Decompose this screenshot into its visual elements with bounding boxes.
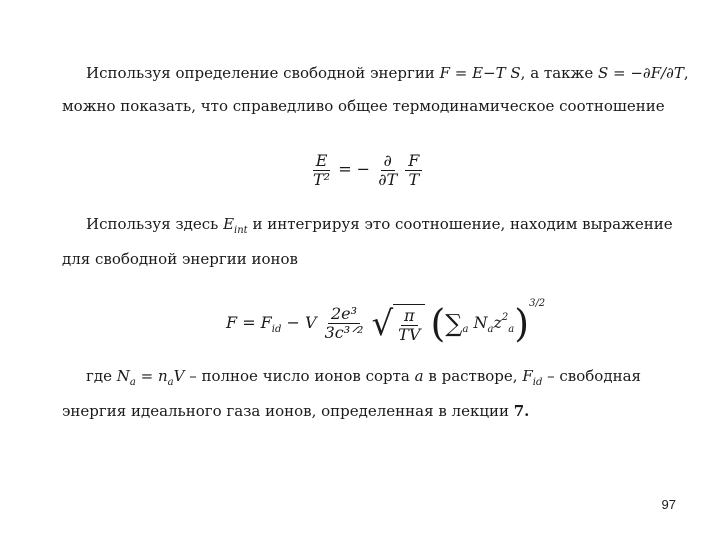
subscript: a <box>167 377 174 388</box>
power-exponent: 3/2 <box>529 298 546 309</box>
superscript: 2 <box>501 312 509 323</box>
symbol: a <box>414 367 424 385</box>
paragraph-1-line-1 <box>86 63 689 83</box>
sum-sign: ∑ <box>445 309 463 338</box>
text-span: – свободная <box>542 367 641 385</box>
text-span: и интегрируя это соотношение, находим выражение <box>247 215 673 233</box>
eq1-derivative <box>375 152 400 188</box>
subscript: a <box>487 324 494 335</box>
frac-num: ∂ <box>381 152 395 171</box>
right-paren: ) <box>514 301 530 346</box>
sum-index: a <box>462 324 469 335</box>
paragraph-2-line-1 <box>86 214 673 241</box>
frac-den: T² <box>313 169 331 189</box>
symbol: E <box>223 215 235 233</box>
formula-free-energy: F = E−T S <box>439 64 521 82</box>
radicand <box>393 304 425 343</box>
subscript: a <box>508 324 515 335</box>
frac-num: E <box>313 152 331 171</box>
text-span: Используя здесь <box>86 215 224 233</box>
paragraph-2-line-2 <box>62 249 298 269</box>
symbol: N <box>116 367 130 385</box>
sqrt-fraction <box>395 307 423 343</box>
text-span: , а также <box>520 64 598 82</box>
symbol: V <box>173 367 185 385</box>
eq2-lhs: F = F <box>226 313 272 332</box>
eq2-charge-fraction <box>322 305 367 341</box>
paragraph-1-line-2 <box>62 96 665 116</box>
paragraph-3-line-1 <box>86 366 641 393</box>
text-span: для свободной энергии ионов <box>62 250 298 268</box>
text-span: где <box>86 367 117 385</box>
eq2-square-root <box>371 304 425 343</box>
equation-2 <box>226 298 546 346</box>
frac-den: TV <box>398 324 421 344</box>
text-span: – полное число ионов сорта <box>184 367 415 385</box>
subscript: id <box>532 377 543 388</box>
lecture-reference: 7. <box>513 402 530 420</box>
page-number: 97 <box>661 497 676 512</box>
text-span: Используя определение свободной энергии <box>86 64 440 82</box>
frac-den: T <box>408 169 420 189</box>
sum-term: N <box>473 313 488 332</box>
eq1-lhs-fraction <box>310 152 333 188</box>
radical-sign: √ <box>371 303 394 344</box>
subscript: id <box>271 324 282 335</box>
paragraph-3-line-2 <box>62 401 529 421</box>
equation-1 <box>310 152 422 188</box>
eq1-rhs-fraction <box>405 152 422 188</box>
frac-num: π <box>401 307 418 326</box>
left-paren: ( <box>430 301 446 346</box>
text-span: энергия идеального газа ионов, определенная в лекции <box>62 402 514 420</box>
text-span: можно показать, что справедливо общее термодинамическое соотношение <box>62 97 665 115</box>
subscript: int <box>234 225 248 236</box>
symbol: F <box>522 367 533 385</box>
eq1-equals-minus: = − <box>338 159 371 179</box>
symbol: = n <box>135 367 168 385</box>
formula-entropy: S = −∂F/∂T <box>597 64 684 82</box>
eq2-minus-v: − V <box>281 313 317 332</box>
text-span: в растворе, <box>423 367 523 385</box>
charge-symbol: z <box>493 313 502 332</box>
text-span: , <box>683 64 689 82</box>
subscript: a <box>129 377 136 388</box>
frac-den: 3c³ᐟ² <box>324 323 364 342</box>
frac-num: F <box>405 152 422 171</box>
frac-num: 2e³ <box>328 305 360 324</box>
frac-den: ∂T <box>378 169 398 189</box>
symbol-e-int <box>223 215 248 236</box>
